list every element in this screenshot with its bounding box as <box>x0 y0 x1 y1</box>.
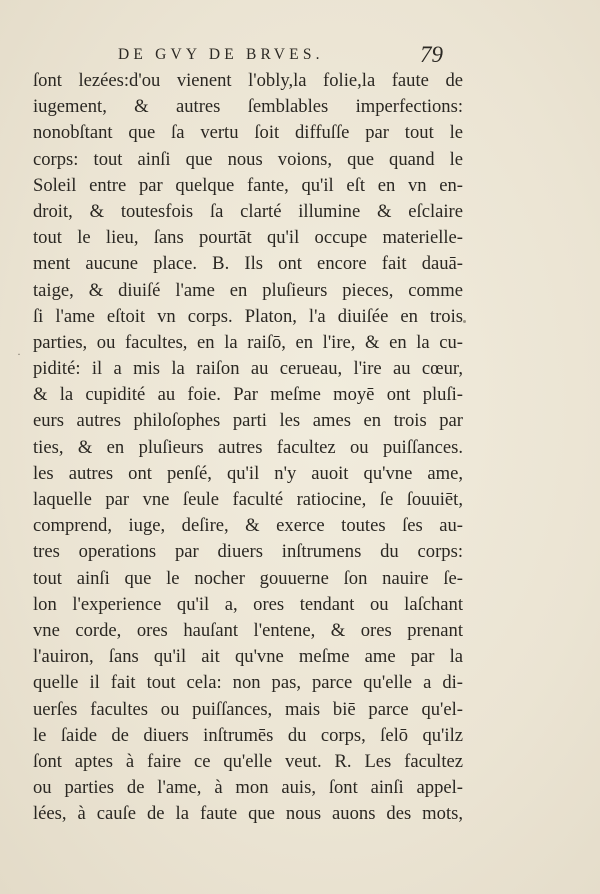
text-line: & la cupidité au foie. Par meſme moyē ont pluſi- <box>33 384 463 406</box>
text-line: nonobſtant que ſa vertu ſoit diffuſſe par tout le <box>33 122 463 144</box>
text-line: ſi l'ame eſtoit vn corps. Platon, l'a diuiſée en trois <box>33 305 463 327</box>
text-line: ſont lezées:d'ou vienent l'obly,la folie,la faute de <box>33 70 463 91</box>
text-line: laquelle par vne ſeule faculté ratiocine, ſe ſouuiēt, <box>33 489 463 510</box>
text-line: ſont aptes à faire ce qu'elle veut. R. Les facultez <box>33 750 463 772</box>
page-number: 79 <box>420 42 443 67</box>
page-header <box>0 44 600 70</box>
text-line: corps: tout ainſi que nous voions, que quand le <box>33 148 463 170</box>
body-text <box>33 68 463 827</box>
text-line: les autres ont penſé, qu'il n'y auoit qu'vne ame, <box>33 462 463 484</box>
text-line: taige, & diuiſé l'ame en pluſieurs pieces, comme <box>33 279 463 301</box>
text-line: uerſes facultes ou puiſſances, mais biē parce qu'el- <box>33 698 463 720</box>
text-line: droit, & toutesfois ſa clarté illumine & eſclaire <box>33 200 463 222</box>
text-line: tout ainſi que le nocher gouuerne ſon nauire ſe- <box>33 567 463 589</box>
text-line: l'auiron, ſans qu'il ait qu'vne meſme ame par la <box>33 646 463 668</box>
text-line: parties, ou facultes, en la raiſō, en l'ire, & en la cu- <box>33 331 463 353</box>
text-line: lées, à cauſe de la faute que nous auons des mots, <box>33 803 463 825</box>
text-line: ties, & en pluſieurs autres facultez ou puiſſances. <box>33 436 463 458</box>
paper-speck <box>463 320 466 323</box>
text-line: ment aucune place. B. Ils ont encore fait dauā- <box>33 253 463 275</box>
text-line: tout le lieu, ſans pourtāt qu'il occupe materielle- <box>33 227 463 249</box>
margin-mark: · <box>17 347 21 361</box>
text-line: comprend, iuge, deſire, & exerce toutes ſes au- <box>33 515 463 537</box>
text-line: ou parties de l'ame, à mon auis, ſont ainſi appel- <box>33 777 463 799</box>
running-head: DE GVY DE BRVES. <box>118 46 324 63</box>
text-line: pidité: il a mis la raiſon au cerueau, l'ire au cœur, <box>33 358 463 380</box>
text-line: le ſaide de diuers inſtrumēs du corps, ſelō qu'ilz <box>33 724 463 746</box>
text-line: eurs autres philoſophes parti les ames en trois par <box>33 410 463 432</box>
text-line: Soleil entre par quelque fante, qu'il eſt en vn en- <box>33 174 463 196</box>
text-line: lon l'experience qu'il a, ores tendant ou laſchant <box>33 593 463 615</box>
text-line: tres operations par diuers inſtrumens du corps: <box>33 541 463 563</box>
text-line: vne corde, ores hauſant l'entene, & ores prenant <box>33 619 463 641</box>
text-line: quelle il fait tout cela: non pas, parce qu'elle a di- <box>33 672 463 694</box>
text-line: iugement, & autres ſemblables imperfections: <box>33 96 463 118</box>
